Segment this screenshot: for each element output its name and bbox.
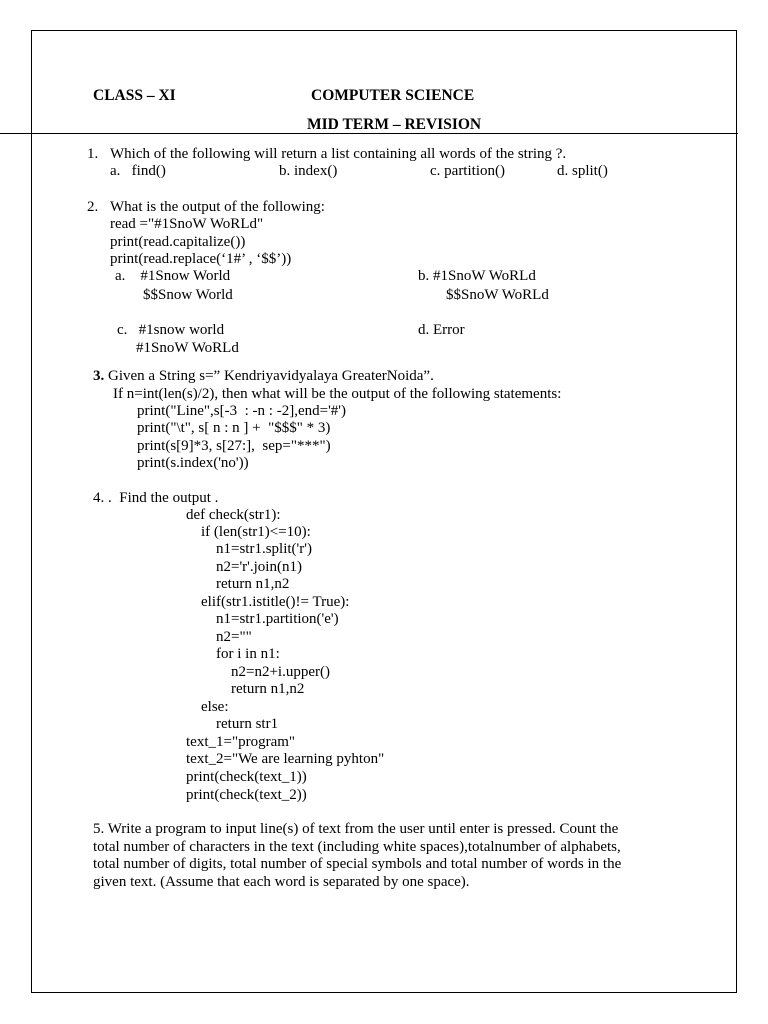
q4-code-line: text_1="program"	[186, 734, 296, 750]
q4-code-line: print(check(text_2))	[186, 787, 307, 803]
q3-code-line: print(s[9]*3, s[27:], sep="***")	[137, 438, 331, 454]
q3-number: 3.	[93, 368, 105, 384]
q1-option-c: c. partition()	[430, 163, 505, 179]
q5-line: total number of digits, total number of special symbols and total number of words in the	[93, 856, 622, 872]
subject-title: COMPUTER SCIENCE	[311, 87, 475, 104]
q3-block	[93, 367, 434, 385]
q4-heading: 4. . Find the output .	[93, 490, 219, 506]
q5-line: given text. (Assume that each word is separated by one space).	[93, 874, 470, 890]
q4-code-line: n2=n2+i.upper()	[186, 664, 330, 680]
q5-line: total number of characters in the text (including white spaces),totalnumber of alphabets,	[93, 839, 621, 855]
q4-code-line: for i in n1:	[186, 646, 280, 662]
q2-number: 2.	[87, 199, 99, 215]
q5-line: 5. Write a program to input line(s) of text from the user until enter is pressed. Count the	[93, 821, 619, 837]
q3-text: Given a String s=” Kendriyavidyalaya GreaterNoida”.	[104, 368, 434, 384]
q3-code-line: print("\t", s[ n : n ] + "$$$" * 3)	[137, 420, 331, 436]
q1-text: Which of the following will return a list containing all words of the string ?.	[110, 146, 567, 162]
q4-code-line: print(check(text_1))	[186, 769, 307, 785]
q1-option-b: b. index()	[279, 163, 338, 179]
q3-code-line: print(s.index('no'))	[137, 455, 249, 471]
q4-code-line: return n1,n2	[186, 681, 305, 697]
q1-number: 1.	[87, 146, 99, 162]
q2-code-line: read ="#1SnoW WoRLd"	[110, 216, 264, 232]
q3-line2: If n=int(len(s)/2), then what will be the output of the following statements:	[113, 386, 562, 402]
q2-code-line: print(read.replace(‘1#’ , ‘$$’))	[110, 251, 292, 267]
q1-option-a: a. find()	[110, 163, 166, 179]
q1-option-d: d. split()	[557, 163, 608, 179]
q2-option-c-line1: c. #1snow world	[117, 322, 225, 338]
q4-code-line: n2=""	[186, 629, 252, 645]
class-label: CLASS – XI	[93, 87, 176, 104]
q2-option-a-line1: a. #1Snow World	[115, 268, 231, 284]
q4-code-line: n2='r'.join(n1)	[186, 559, 302, 575]
q4-code-line: n1=str1.partition('e')	[186, 611, 339, 627]
q4-code-line: if (len(str1)<=10):	[186, 524, 311, 540]
q2-option-d: d. Error	[418, 322, 465, 338]
q4-code-line: n1=str1.split('r')	[186, 541, 312, 557]
exam-title: MID TERM – REVISION	[307, 116, 482, 133]
q2-option-b-line2: $$SnoW WoRLd	[446, 287, 549, 303]
q3-code-line: print("Line",s[-3 : -n : -2],end='#')	[137, 403, 346, 419]
q2-option-a-line2: $$Snow World	[143, 287, 233, 303]
q4-code-line: return n1,n2	[186, 576, 290, 592]
q4-code-line: elif(str1.istitle()!= True):	[186, 594, 350, 610]
q4-code-line: else:	[186, 699, 229, 715]
q2-option-b-line1: b. #1SnoW WoRLd	[418, 268, 536, 284]
q2-text: What is the output of the following:	[110, 199, 325, 215]
q2-code-line: print(read.capitalize())	[110, 234, 246, 250]
q4-code-line: text_2="We are learning pyhton"	[186, 751, 385, 767]
q4-code-line: def check(str1):	[186, 507, 281, 523]
q2-option-c-line2: #1SnoW WoRLd	[136, 340, 239, 356]
q4-code-line: return str1	[186, 716, 279, 732]
